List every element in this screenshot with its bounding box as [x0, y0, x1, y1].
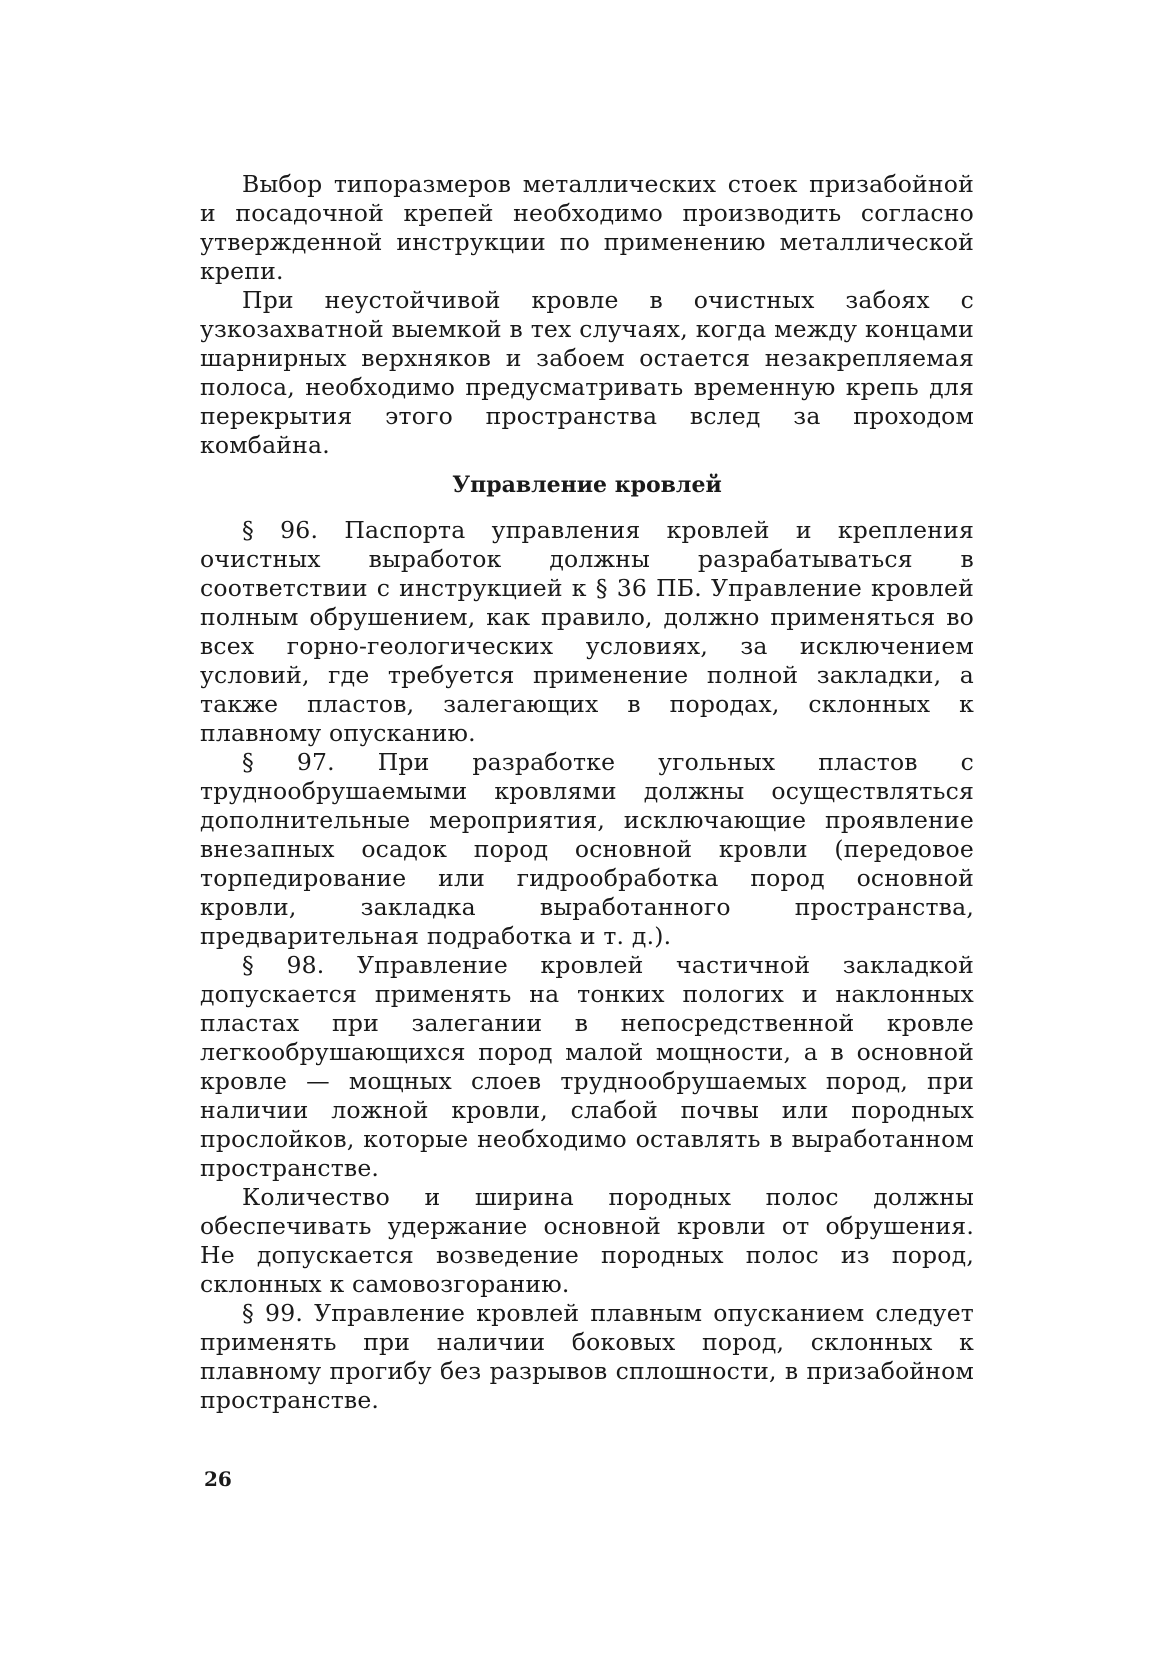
paragraph-rock-strips: Количество и ширина породных полос должны обеспечивать удержание основной кровли от обрушения. Не допускается возведение породных полос из пород, склонных к самовозгоранию.	[200, 1183, 974, 1298]
paragraph-unstable-roof: При неустойчивой кровле в очистных забоях с узкозахватной выемкой в тех случаях, когда между концами шарнирных верхняков и забоем остается незакрепляемая полоса, необходимо предусматривать временную крепь для перекрытия этого пространства вслед за проходом комбайна.	[200, 286, 974, 459]
paragraph-section-97: § 97. При разработке угольных пластов с труднообрушаемыми кровлями должны осуществляться дополнительные мероприятия, исключающие проявление внезапных осадок пород основной кровли (передовое торпедирование или гидрообработка пород основной кровли, закладка выработанного пространства, предварительная подработка и т. д.).	[200, 748, 974, 950]
paragraph-section-96: § 96. Паспорта управления кровлей и крепления очистных выработок должны разрабатываться в соответствии с инструкцией к § 36 ПБ. Управление кровлей полным обрушением, как правило, должно применяться во всех горно-геологических условиях, за исключением условий, где требуется применение полной закладки, а также пластов, залегающих в породах, склонных к плавному опусканию.	[200, 516, 974, 747]
page-number: 26	[204, 1467, 232, 1491]
paragraph-support-selection: Выбор типоразмеров металлических стоек призабойной и посадочной крепей необходимо производить согласно утвержденной инструкции по применению металлической крепи.	[200, 170, 974, 285]
paragraph-section-98: § 98. Управление кровлей частичной закладкой допускается применять на тонких пологих и наклонных пластах при залегании в непосредственной кровле легкообрушающихся пород малой мощности, а в основной кровле — мощных слоев труднообрушаемых пород, при наличии ложной кровли, слабой почвы или породных прослойков, которые необходимо оставлять в выработанном пространстве.	[200, 951, 974, 1182]
section-heading: Управление кровлей	[452, 472, 722, 498]
page-body	[200, 170, 974, 1415]
paragraph-section-99: § 99. Управление кровлей плавным опусканием следует применять при наличии боковых пород, склонных к плавному прогибу без разрывов сплошности, в призабойном пространстве.	[200, 1299, 974, 1414]
